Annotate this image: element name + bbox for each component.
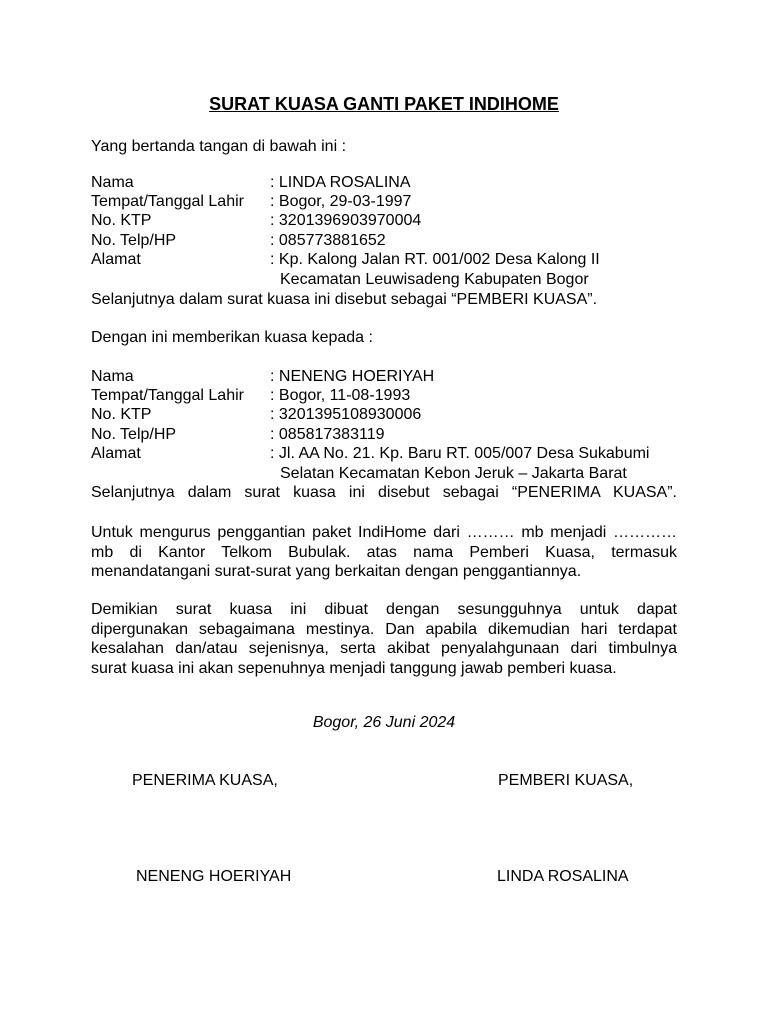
pemberi-closing-text: Selanjutnya dalam surat kuasa ini disebut sebagai “PEMBERI KUASA”. (91, 291, 598, 308)
pemberi-ttl-value: : Bogor, 29-03-1997 (270, 193, 412, 210)
pemberi-role-label: PEMBERI KUASA, (498, 772, 634, 789)
purpose-line: mb di Kantor Telkom Bubulak. atas nama Pemberi Kuasa, termasuk (91, 543, 677, 561)
pemberi-telp-value: : 085773881652 (270, 232, 386, 249)
penerima-role-label: PENERIMA KUASA, (132, 772, 278, 789)
penerima-alamat-continuation: Selatan Kecamatan Kebon Jeruk – Jakarta Barat (280, 465, 627, 482)
penerima-alamat-label: Alamat (91, 445, 141, 462)
pemberi-nama-label: Nama (91, 174, 134, 191)
closing-line: surat kuasa ini akan sepenuhnya menjadi tanggung jawab pemberi kuasa. (91, 659, 617, 677)
document-date: Bogor, 26 Juni 2024 (312, 714, 456, 731)
penerima-closing-text: Selanjutnya dalam surat kuasa ini disebut sebagai “PENERIMA KUASA”. (91, 484, 677, 501)
purpose-line: menandatangani surat-surat yang berkaitan dengan penggantiannya. (91, 563, 582, 580)
pemberi-ktp-value: : 3201396903970004 (270, 212, 422, 229)
intro-text: Yang bertanda tangan di bawah ini : (91, 138, 347, 155)
closing-line: Demikian surat kuasa ini dibuat dengan sesungguhnya untuk dapat (91, 601, 677, 618)
closing-line: dipergunakan sebagaimana mestinya. Dan apabila dikemudian hari terdapat (91, 620, 677, 638)
penerima-ttl-label: Tempat/Tanggal Lahir (91, 387, 244, 404)
penerima-signature-name: NENENG HOERIYAH (136, 868, 292, 885)
pemberi-alamat-label: Alamat (91, 251, 141, 268)
transition-text: Dengan ini memberikan kuasa kepada : (91, 329, 373, 346)
penerima-telp-value: : 085817383119 (270, 426, 385, 443)
penerima-telp-label: No. Telp/HP (91, 426, 177, 443)
penerima-nama-value: : NENENG HOERIYAH (270, 368, 435, 385)
penerima-alamat-value: : Jl. AA No. 21. Kp. Baru RT. 005/007 Desa Sukabumi (270, 445, 650, 462)
purpose-line: Untuk mengurus penggantian paket IndiHome dari ……… mb menjadi ………… (91, 524, 677, 541)
pemberi-telp-label: No. Telp/HP (91, 232, 177, 249)
pemberi-alamat-value: : Kp. Kalong Jalan RT. 001/002 Desa Kalong II (270, 251, 600, 268)
pemberi-alamat-continuation: Kecamatan Leuwisadeng Kabupaten Bogor (280, 271, 589, 288)
penerima-nama-label: Nama (91, 368, 134, 385)
pemberi-signature-name: LINDA ROSALINA (497, 868, 629, 885)
penerima-ktp-label: No. KTP (91, 406, 152, 423)
closing-line: kesalahan dan/atau sejenisnya, serta akibat penyalahgunaan dari timbulnya (91, 640, 677, 657)
pemberi-nama-value: : LINDA ROSALINA (270, 174, 411, 191)
pemberi-ttl-label: Tempat/Tanggal Lahir (91, 193, 244, 210)
document-title: SURAT KUASA GANTI PAKET INDIHOME (209, 94, 559, 114)
penerima-ttl-value: : Bogor, 11-08-1993 (270, 387, 411, 404)
penerima-ktp-value: : 3201395108930006 (270, 406, 422, 423)
closing-paragraph (91, 600, 677, 678)
purpose-paragraph (91, 523, 677, 582)
pemberi-ktp-label: No. KTP (91, 212, 152, 229)
